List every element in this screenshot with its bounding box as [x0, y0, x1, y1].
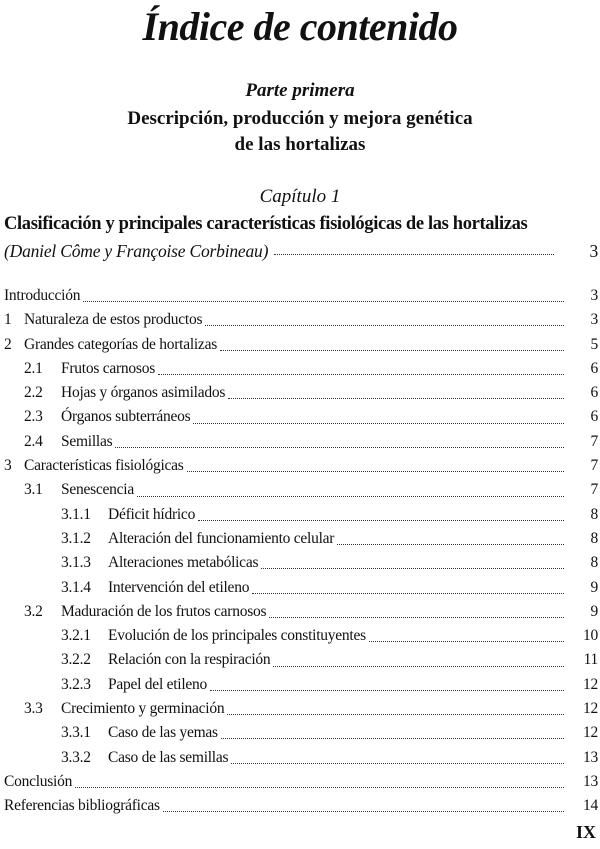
chapter-label: Capítulo 1: [259, 186, 341, 207]
toc-entry-number: 3.2.3: [61, 675, 91, 693]
dot-leader: [252, 592, 564, 594]
toc-entry[interactable]: [4, 527, 598, 551]
dot-leader: [221, 737, 564, 739]
toc-entry-page: 7: [590, 481, 598, 499]
dot-leader: [369, 640, 564, 642]
toc-entry-number: 3.2.2: [61, 651, 91, 669]
chapter-page-number: 3: [589, 241, 598, 261]
toc-entry[interactable]: [4, 478, 598, 502]
toc-entry-page: 13: [583, 772, 598, 790]
page-title: Índice de contenido: [142, 4, 458, 49]
toc-entry-number: 3.3: [24, 700, 43, 718]
dot-leader: [273, 665, 564, 667]
toc-entry-page: 7: [590, 432, 598, 450]
toc-entry-number: 3.1.2: [61, 529, 91, 547]
toc-entry[interactable]: [4, 600, 598, 624]
toc-entry[interactable]: [4, 381, 598, 405]
toc-entry-number: 3.2.1: [61, 627, 91, 645]
toc-entry-number: 3.3.1: [61, 724, 91, 742]
toc-entry-number: 2.2: [24, 384, 43, 402]
toc-entry-number: 3.3.2: [61, 748, 91, 766]
toc-entry-label: Déficit hídrico: [108, 505, 196, 523]
dot-leader: [220, 349, 564, 351]
toc-entry-page: 6: [590, 384, 598, 402]
dot-leader: [227, 713, 564, 715]
toc-entry-label: Caso de las semillas: [108, 748, 229, 766]
dot-leader: [137, 495, 564, 497]
toc-entry-number: 2.4: [24, 432, 43, 450]
toc-entry-page: 8: [590, 554, 598, 572]
toc-entry-page: 14: [583, 797, 598, 815]
toc-entry[interactable]: [4, 503, 598, 527]
toc-entry[interactable]: [4, 673, 598, 697]
toc-entry-page: 7: [590, 457, 598, 475]
table-of-contents: [4, 284, 598, 819]
page-folio: IX: [575, 822, 596, 842]
toc-entry-number: 3.1.3: [61, 554, 91, 572]
toc-entry-page: 8: [590, 505, 598, 523]
toc-entry[interactable]: [4, 576, 598, 600]
dot-leader: [158, 373, 564, 375]
toc-entry-page: 8: [590, 529, 598, 547]
toc-entry-label: Papel del etileno: [108, 675, 208, 693]
toc-entry-number: 3.1: [24, 481, 43, 499]
toc-entry-label: Semillas: [61, 432, 113, 450]
toc-entry-label: Intervención del etileno: [108, 578, 250, 596]
dot-leader: [187, 470, 564, 472]
toc-entry-page: 12: [583, 724, 598, 742]
toc-entry-label: Alteraciones metabólicas: [108, 554, 259, 572]
part-title-line-2: de las hortalizas: [234, 134, 366, 155]
toc-entry-page: 12: [583, 675, 598, 693]
toc-entry-label: Caso de las yemas: [108, 724, 218, 742]
toc-entry-label: Relación con la respiración: [108, 651, 271, 669]
toc-entry-page: 11: [583, 651, 598, 669]
toc-entry[interactable]: [4, 624, 598, 648]
dot-leader: [75, 786, 564, 788]
toc-entry-number: 3: [4, 457, 12, 475]
toc-entry[interactable]: [4, 697, 598, 721]
dot-leader: [210, 689, 564, 691]
toc-entry[interactable]: [4, 794, 598, 818]
toc-entry[interactable]: [4, 357, 598, 381]
toc-entry-page: 10: [583, 627, 598, 645]
dot-leader: [163, 810, 564, 812]
dot-leader: [228, 397, 564, 399]
toc-entry[interactable]: [4, 284, 598, 308]
chapter-title: Clasificación y principales características fisiológicas de las hortalizas: [4, 214, 528, 234]
toc-entry-label: Conclusión: [4, 772, 73, 790]
dot-leader: [115, 446, 564, 448]
toc-entry-number: 1: [4, 311, 12, 329]
toc-entry-number: 3.2: [24, 602, 43, 620]
dot-leader: [83, 300, 564, 302]
toc-entry-page: 6: [590, 359, 598, 377]
toc-entry-label: Órganos subterráneos: [61, 408, 191, 426]
toc-entry[interactable]: [4, 551, 598, 575]
chapter-authors: (Daniel Côme y Françoise Corbineau): [4, 241, 269, 261]
dot-leader: [193, 422, 564, 424]
part-title-line-1: Descripción, producción y mejora genética: [127, 108, 473, 129]
toc-entry-label: Crecimiento y germinación: [61, 700, 225, 718]
part-title: [0, 106, 600, 158]
toc-entry-page: 9: [590, 578, 598, 596]
toc-entry-label: Características fisiológicas: [24, 457, 184, 475]
part-label: Parte primera: [245, 80, 355, 101]
toc-entry[interactable]: [4, 430, 598, 454]
toc-entry-page: 3: [590, 311, 598, 329]
dot-leader: [337, 543, 564, 545]
toc-entry-page: 12: [583, 700, 598, 718]
toc-entry-page: 9: [590, 602, 598, 620]
toc-entry-label: Grandes categorías de hortalizas: [24, 335, 217, 353]
toc-entry-number: 2.1: [24, 359, 43, 377]
toc-entry-page: 3: [590, 287, 598, 304]
toc-entry-label: Naturaleza de estos productos: [24, 311, 203, 329]
dot-leader: [269, 616, 564, 618]
dot-leader: [198, 519, 564, 521]
toc-entry-label: Introducción: [4, 287, 81, 304]
dot-leader: [261, 567, 564, 569]
toc-entry[interactable]: [4, 454, 598, 478]
toc-entry-page: 13: [583, 748, 598, 766]
toc-entry-page: 6: [590, 408, 598, 426]
toc-entry-label: Maduración de los frutos carnosos: [61, 602, 267, 620]
toc-entry-label: Referencias bibliográficas: [4, 797, 160, 815]
toc-entry[interactable]: [4, 721, 598, 745]
toc-entry[interactable]: [4, 405, 598, 429]
dot-leader: [231, 762, 564, 764]
toc-entry-label: Alteración del funcionamiento celular: [108, 529, 335, 547]
toc-entry-number: 3.1.4: [61, 578, 91, 596]
toc-entry-number: 2.3: [24, 408, 43, 426]
toc-entry[interactable]: [4, 770, 598, 794]
toc-entry-page: 5: [590, 335, 598, 353]
toc-entry[interactable]: [4, 746, 598, 770]
toc-entry-label: Senescencia: [61, 481, 134, 499]
toc-entry[interactable]: [4, 648, 598, 672]
toc-entry-label: Hojas y órganos asimilados: [61, 384, 226, 402]
toc-entry-number: 2: [4, 335, 12, 353]
toc-entry[interactable]: [4, 308, 598, 332]
toc-entry-label: Frutos carnosos: [61, 359, 155, 377]
dot-leader: [274, 254, 554, 255]
toc-entry-number: 3.1.1: [61, 505, 91, 523]
dot-leader: [205, 324, 564, 326]
toc-entry-label: Evolución de los principales constituyentes: [108, 627, 366, 645]
toc-entry[interactable]: [4, 333, 598, 357]
chapter-authors-row: [4, 239, 598, 263]
